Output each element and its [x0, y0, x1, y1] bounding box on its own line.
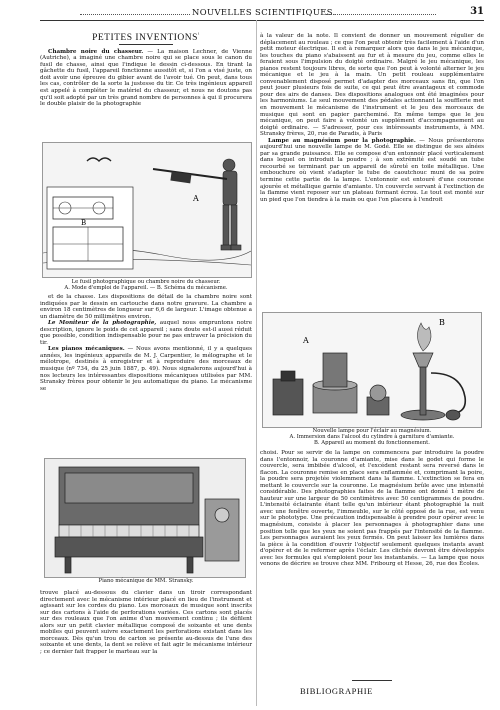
inset-schema	[47, 187, 133, 269]
section-title: PETITES $INVENTIONS^{^1}$	[92, 33, 200, 44]
label-b: B	[81, 219, 87, 227]
bibliographie-rule	[352, 680, 392, 681]
piano-illustration	[45, 459, 245, 577]
column-divider	[256, 20, 257, 706]
subhead-chambre-noire: Chambre noire du chasseur.	[48, 48, 144, 55]
label-a: A	[193, 194, 199, 203]
camera-rifle-illustration	[43, 143, 251, 277]
figure-piano	[44, 458, 246, 578]
paragraph-pianos: Les pianos mécaniques. — Nous avons mentionné, il y a quelques années, les ingénieux appareils de M. J. Carpentier, le mélographe et le mélotrope, destinés à enregistrer et à reproduire des morceaux de musique (nº 734, du 25 juin 1887, p. 49). Nous signalerons aujourd'hui à nos lecteurs les intéressantes dispositions mécaniques utilisées par MM. Stransky frères pour obtenir le jeu automatique du piano. Le mécanisme se	[40, 346, 253, 392]
figure-camera-rifle-caption	[40, 279, 252, 291]
figure-camera-rifle	[42, 142, 252, 278]
bulb	[446, 410, 460, 420]
lamp-illustration	[263, 313, 481, 427]
subhead-lampe: Lampe au magnésium pour la photographie.	[268, 137, 416, 144]
cylinder	[323, 353, 347, 387]
paragraph-moniteur: Le Moniteur de la photographie, auquel nous empruntons notre description, ignore le poids de cet appareil ; sans doute est-il aussi réduit que possible, condition indispensable pour ne pas entraver la précision du tir.	[40, 320, 253, 346]
left-column-top	[40, 33, 252, 108]
figure-magnesium-lamp	[262, 312, 482, 428]
left-column-bottom	[40, 590, 252, 655]
caption-line-1: Nouvelle lampe pour l'éclair au magnésium.	[312, 428, 432, 434]
header-dots-right	[326, 14, 436, 15]
paragraph-chambre-noire: Chambre noire du chasseur. — La maison Lechner, de Vienne (Autriche), a imaginé une chambre noire qui se place sous le canon du fusil de chasse, ainsi que l'indique le dessin ci-dessous. En tirant la gâchette du fusil, l'appareil fonctionne aussitôt et, si l'on a visé juste, on doit avoir une épreuve du gibier avant de l'avoir tué. On peut, dans tous les cas, contrôler de la sorte la justesse du tir. Ce très ingénieux appareil est appelé à compléter le matériel du chasseur, et nous ne doutons pas qu'il soit adopté par un très grand nombre de personnes à qui il procurera le double plaisir de la photographie	[40, 48, 253, 108]
label-a: A	[303, 336, 309, 345]
paragraph-piano-suite: à la valeur de la note. Il convient de donner un mouvement régulier de déplacement au rouleau ; ce que l'on peut obtenir très facilement à l'aide d'un petit moteur électrique. Il est à remarquer alors que dans le jeu mécanique, les touches du piano s'abaissent au fur et à mesure du jeu, comme elles le feraient sous l'impulsion du doigté ordinaire. Malgré le jeu mécanique, les pianos restent toujours libres, de sorte que l'on peut à volonté alterner le jeu mécanique et le jeu à la main. Un petit rouleau supplémentaire convenablement disposé permet d'adapter des morceaux sans fin, que l'on peut jouer plusieurs fois de suite, ce qui peut être avantageux et commode pour des airs de danses. Des dispositions analogues ont été imaginées pour les harmoniums. Le seul mouvement des pédales actionnant la soufflerie met en mouvement le mécanisme de l'instrument et le jeu des morceaux de musique qui sont en papier parcheminé. En même temps que le jeu mécanique, on peut faire à volonté un supplément d'accompagnement au doigté ordinaire. — S'adresser, pour ces intéressants instruments, à MM. Stransky frères, 20, rue de Paradis, à Paris	[260, 33, 484, 138]
subhead-moniteur: Le Moniteur de la photographie,	[48, 320, 157, 327]
header-rule	[40, 20, 484, 21]
section-rule	[119, 44, 173, 45]
caption-line-1: Le fusil photographique ou chambre noire du chasseur.	[71, 279, 221, 285]
paragraph-lampe-usage: choisi. Pour se servir de la lampe on commencera par introduire la poudre dans l'entonnoir, la couronne d'amiante, mise dans le godet qui forme le couvercle, sera imbibée d'alcool, et l'excédent restant sera reversé dans le flacon. La couronne remise en place sera enflammée et, comprimant la poire, la poudre sera projetée violemment dans la flamme. L'extinction se fera en mettant le couvercle sur la couronne. Le magnésium brûle avec une intensité considérable. Des photographies faites de la flamme ont donné 1 mètre de hauteur sur une largeur de 50 centimètres avec 50 centigrammes de poudre. L'intensité éclairante étant telle qu'un intérieur étant photographié la nuit avec une fenêtre ouverte, l'immeuble, sur le côté opposé de la rue, est venu sur le phototype. Une précaution indispensable à prendre pour opérer avec le magnésium, consiste à placer les personnages à photographier dans une position telle que les yeux ne soient pas frappés par l'intensité de la flamme. Les personnages auraient les yeux fermés. On peut laisser les lumières dans la pièce à la condition d'ouvrir l'objectif seulement quelques instants avant d'opérer et de le refermer après l'éclair. Les clichés devront être développés avec les formules qui s'emploient pour les instantanés. — La lampe que nous venons de décrire se trouve chez MM. Fribourg et Hesse, 26, rue des Écoles.	[260, 450, 484, 568]
subhead-pianos: Les pianos mécaniques.	[48, 346, 125, 353]
label-b: B	[439, 318, 445, 327]
figure-piano-caption: Piano mécanique de MM. Stransky.	[98, 578, 194, 584]
header-title: NOUVELLES SCIENTIFIQUES.	[192, 7, 336, 17]
left-column-middle	[40, 294, 252, 392]
bibliographie-heading: BIBLIOGRAPHIE	[300, 686, 373, 696]
caption-line-3: B. Appareil au moment du fonctionnement.	[314, 440, 430, 447]
paragraph-chambre-details: et de la chasse. Les dispositions de détail de la chambre noire sont indiquées par le dessin en cartouche dans notre gravure. La chambre a environ 18 centimètres de longueur sur 6,6 de largeur. L'image obtenue a un diamètre de 50 millimètres environ.	[40, 294, 252, 320]
caption-line-2: A. Mode d'emploi de l'appareil. — B. Schéma du mécanisme.	[64, 285, 228, 292]
page-number: 31	[470, 6, 484, 17]
header-dots-left	[80, 14, 190, 15]
right-column-bottom	[260, 450, 484, 568]
right-column-top	[260, 33, 484, 203]
paragraph-piano-mecanisme: trouve placé au-dessous du clavier dans un tiroir correspondant directement avec le mécanisme intérieur placé en lieu de l'instrument et agissant sur les cordes du piano. Les morceaux de musique sont inscrits sur des cartons à l'aide de perforations variées. Ces cartons sont placés sur des rouleaux que l'on anime d'un mouvement continu ; ils défilent alors sur un petit clavier métallique composé de soixante et une dents mobiles qui peuvent suivre exactement les perforations existant dans les morceaux. Dès qu'un trou de carton se présente au-dessus de l'une des soixante et une dents, la dent se relève et fait agir le mécanisme intérieur ; ce dernier fait frapper le marteau sur la	[40, 590, 252, 655]
caption-line-2: A. Immersion dans l'alcool du cylindre à garniture d'amiante.	[289, 434, 455, 441]
flask	[273, 379, 303, 415]
figure-lamp-caption	[260, 428, 484, 447]
paragraph-lampe: Lampe au magnésium pour la photographie. — Nous présenterons aujourd'hui une nouvelle lampe de M. Godé. Elle se distingue de ses aînées par sa grande puissance. Elle se compose d'un entonnoir placé verticalement dans lequel on introduit la poudre ; à son extrémité est soudé un tube recourbé se terminant par un appareil de sûreté en toile métallique. Une embouchure où vient s'adapter le tube de caoutchouc muni de sa poire termine cette partie de la lampe. L'entonnoir est entouré d'une couronne ajourée et métallique garnie d'amiante. Un couvercle servant à l'extinction de la flamme vient reposer sur un plateau formant écrou. Le tout est monté sur un pied que l'on tiendra à la main ou que l'on placera à l'endroit	[260, 137, 485, 203]
